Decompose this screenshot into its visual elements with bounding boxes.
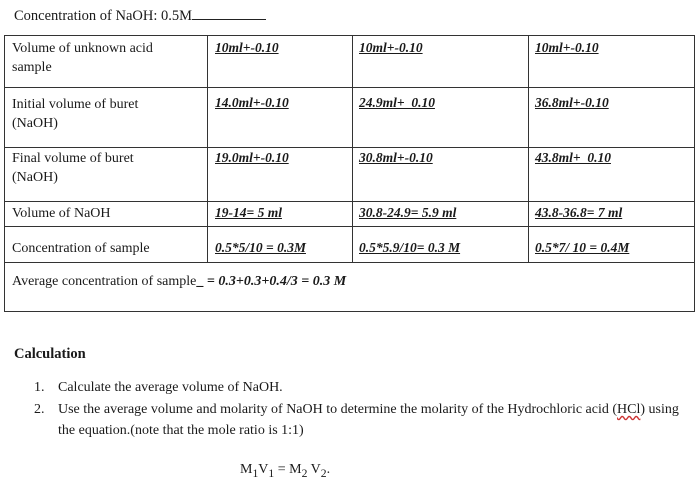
average-concentration-row	[12, 274, 346, 290]
list-item	[34, 377, 684, 398]
step-text-end: ) using the equation.(note that the mole ratio is 1:1)	[58, 402, 679, 438]
naoh-concentration-label: Concentration of NaOH:	[14, 8, 158, 24]
table-cell: 10ml+-0.10	[359, 40, 423, 55]
row-label-naoh-volume: Volume of NaOH	[12, 206, 111, 221]
naoh-concentration-header	[14, 6, 266, 25]
table-cell: 43.8-36.8= 7 ml	[535, 205, 623, 220]
table-cell: 36.8ml+-0.10	[535, 95, 609, 110]
average-formula: = 0.3+0.3+0.4/3 = 0.3 M	[203, 274, 347, 289]
row-label-initial-buret: Initial volume of buret (NaOH)	[12, 97, 139, 131]
spellcheck-marked-word: HCl	[617, 402, 641, 417]
step-number: 1.	[34, 380, 45, 395]
titration-data-table	[4, 35, 695, 312]
naoh-concentration-value: 0.5M	[160, 8, 193, 24]
row-label-sample-concentration: Concentration of sample	[12, 241, 150, 256]
table-cell: 30.8-24.9= 5.9 ml	[359, 205, 457, 220]
row-divider	[5, 226, 694, 227]
calculation-heading: Calculation	[14, 346, 86, 362]
row-label-acid-volume: Volume of unknown acid sample	[12, 41, 153, 75]
table-cell: 14.0ml+-0.10	[215, 95, 289, 110]
average-underscore: _	[196, 274, 204, 289]
table-cell: 10ml+-0.10	[215, 40, 279, 55]
column-divider	[352, 36, 353, 262]
column-divider	[207, 36, 208, 262]
average-label: Average concentration of sample	[12, 274, 197, 289]
table-cell: 24.9ml+_0.10	[359, 95, 435, 110]
step-number: 2.	[34, 402, 45, 417]
step-text: Calculate the average volume of NaOH.	[58, 380, 283, 395]
table-cell: 0.5*5.9/10= 0.3 M	[359, 240, 461, 255]
row-divider	[5, 262, 694, 263]
table-cell: 19.0ml+-0.10	[215, 150, 289, 165]
row-label-final-buret: Final volume of buret (NaOH)	[12, 151, 134, 185]
row-divider	[5, 147, 694, 148]
table-cell: 19-14= 5 ml	[215, 205, 282, 220]
column-divider	[528, 36, 529, 262]
row-divider	[5, 201, 694, 202]
dilution-equation: $M_1V_1 = M_2$ $V_2$.	[240, 462, 331, 480]
table-cell: 30.8ml+-0.10	[359, 150, 433, 165]
answer-blank-line	[192, 6, 266, 20]
table-cell: 0.5*7/ 10 = 0.4M	[535, 240, 630, 255]
list-item	[34, 399, 684, 441]
table-cell: 10ml+-0.10	[535, 40, 599, 55]
row-divider	[5, 87, 694, 88]
table-cell: 43.8ml+_0.10	[535, 150, 611, 165]
table-cell: 0.5*5/10 = 0.3M	[215, 240, 306, 255]
calculation-steps	[34, 377, 684, 442]
step-text: Use the average volume and molarity of NaOH to determine the molarity of the Hydrochloric acid (	[58, 402, 618, 417]
